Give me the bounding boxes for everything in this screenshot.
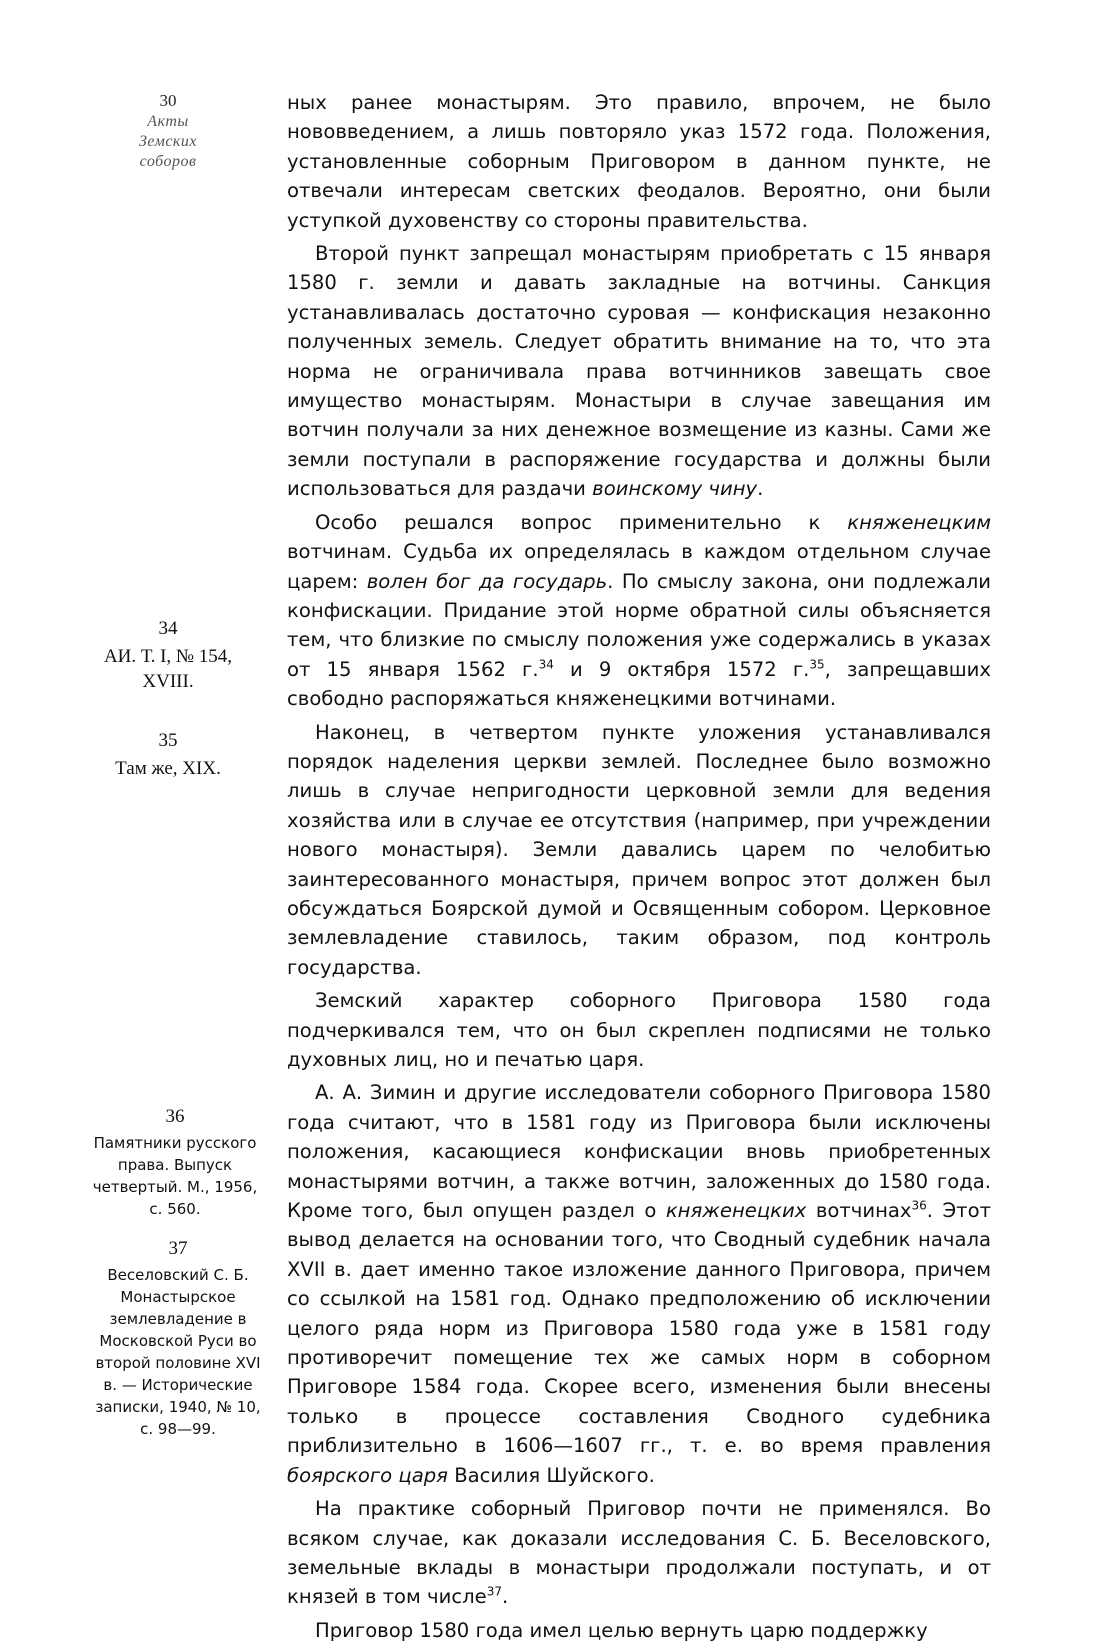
text-run: и 9 октября 1572 г.: [553, 657, 810, 681]
italic-run: княженецких: [665, 1199, 807, 1223]
text-run: Особо решался вопрос применительно к: [315, 510, 848, 534]
sidenote: [86, 1104, 264, 1220]
paragraph: [287, 1616, 991, 1645]
sidenote-number: 35: [158, 730, 178, 751]
paragraph: [287, 508, 991, 714]
sidenote-number: 37: [168, 1238, 188, 1259]
sidenote: [88, 728, 248, 781]
running-header: [108, 90, 228, 172]
sidenote-number: 36: [165, 1106, 185, 1127]
running-title-line: Акты: [147, 113, 189, 130]
text-run: На практике соборный Приговор почти не применялся. Во всяком случае, как доказали исследования С. Б. Веселовского, земельные вклады в монастыри продолжали поступать, и от князей в том числе: [287, 1497, 991, 1609]
running-title-line: Земских: [138, 133, 198, 150]
sidenote-text: Памятники русского права. Выпуск четвертый. М., 1956, с. 560.: [92, 1134, 258, 1218]
paragraph: [287, 986, 991, 1074]
running-title-line: соборов: [139, 153, 197, 170]
italic-run: боярского царя: [287, 1463, 448, 1487]
sidenote-text: АИ. Т. I, № 154, XVIII.: [103, 646, 233, 692]
text-run: Земский характер соборного Приговора 1580 года подчеркивался тем, что он был скреплен подписями не только духовных лиц, но и печатью царя.: [287, 989, 991, 1071]
text-run: вотчинах: [806, 1199, 912, 1223]
paragraph: [287, 718, 991, 983]
italic-run: воинскому чину: [592, 477, 758, 501]
paragraph: [287, 88, 991, 235]
text-run: вотчинам. Судьба их определялась в каждом отдельном случае царем:: [287, 540, 991, 593]
main-text: [287, 88, 991, 1645]
paragraph: [287, 1494, 991, 1612]
page-number: 30: [159, 91, 177, 110]
text-run: .: [502, 1585, 509, 1609]
sidenote: [88, 616, 248, 694]
footnote-ref: 34: [538, 657, 554, 672]
text-run: . По смыслу закона, они подлежали конфискации. Придание этой норме обратной силы объясняется тем, что близкие по смыслу положения уже содержались в указах от 15 января 1562 г.: [287, 569, 991, 681]
footnote-ref: 35: [809, 657, 825, 672]
italic-run: волен бог да государь: [366, 569, 608, 593]
text-run: Наконец, в четвертом пункте уложения устанавливался порядок наделения церкви землей. Последнее было возможно лишь в случае непригодности церковной земли для ведения хозяйства или в случае ее отсутствия (например, при учреждении нового монастыря). Земли давались царем по челобитью заинтересованного монастыря, причем вопрос этот должен был обсуждаться Боярской думой и Освященным собором. Церковное землевладение ставилось, таким образом, под контроль государства.: [287, 720, 991, 979]
text-run: Приговор 1580 года имел целью вернуть царю поддержку: [315, 1618, 928, 1642]
footnote-ref: 37: [486, 1584, 502, 1599]
sidenote-text: Веселовский С. Б. Монастырское землевладение в Московской Руси во второй половине XVI в. — Исторические записки, 1940, № 10, с. 98—99.: [95, 1266, 261, 1438]
text-run: . Этот вывод делается на основании того, что Сводный судебник начала XVII в. дает именно такое изложение данного Приговора, причем со ссылкой на 1581 год. Однако предположению об исключении целого ряда норм из Приговора 1580 года уже в 1581 году противоречит помещение тех же самых норм в соборном Приговоре 1584 года. Скорее всего, изменения были внесены только в процессе составления Сводного судебника приблизительно в 1606—1607 гг., т. е. во время правления: [287, 1199, 991, 1458]
footnote-ref: 36: [911, 1198, 927, 1213]
text-run: , запрещавших свободно распоряжаться княженецкими вотчинами.: [287, 657, 991, 711]
paragraph: [287, 1078, 991, 1490]
text-run: А. А. Зимин и другие исследователи соборного Приговора 1580 года считают, что в 1581 году из Приговора были исключены положения, касающиеся конфискации вновь приобретенных монастырями вотчин, а также вотчин, заложенных до 1580 года. Кроме того, был опущен раздел о: [287, 1081, 991, 1223]
sidenote-number: 34: [158, 618, 178, 639]
text-run: Василия Шуйского.: [447, 1463, 655, 1487]
text-run: Второй пункт запрещал монастырям приобретать с 15 января 1580 г. земли и давать закладные на вотчины. Санкция устанавливалась достаточно суровая — конфискация незаконно полученных земель. Следует обратить внимание на то, что эта норма не ограничивала права вотчинников завещать свое имущество монастырям. Монастыри в случае завещания им вотчин получали за них денежное возмещение из казны. Сами же земли поступали в распоряжение государства и должны были использоваться для раздачи: [287, 242, 991, 501]
sidenote: [92, 1236, 264, 1440]
italic-run: княженецким: [847, 510, 991, 534]
sidenote-text: Там же, XIX.: [115, 758, 221, 779]
paragraph: [287, 239, 991, 504]
text-run: ных ранее монастырям. Это правило, впрочем, не было нововведением, а лишь повторяло указ 1572 года. Положения, установленные соборным Приговором в данном пункте, не отвечали интересам светских феодалов. Вероятно, они были уступкой духовенству со стороны правительства.: [287, 91, 991, 232]
text-run: .: [757, 477, 764, 501]
